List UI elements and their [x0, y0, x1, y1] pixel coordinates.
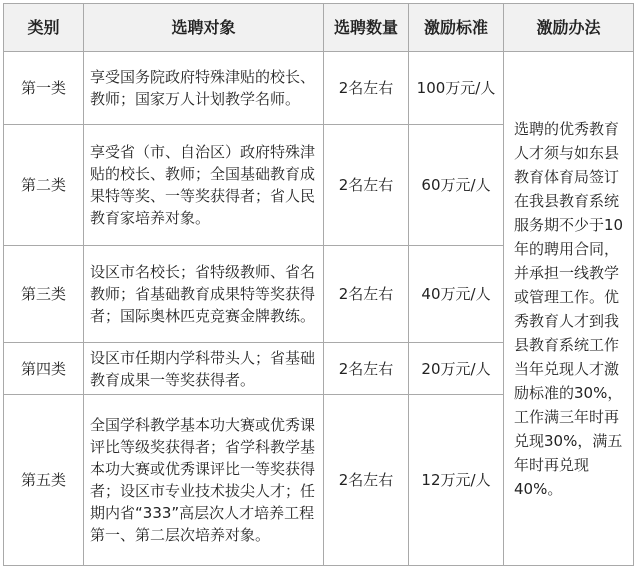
- table-row: [4, 52, 634, 125]
- incentive-method: 选聘的优秀教育人才须与如东县教育体育局签订在我县教育系统服务期不少于10年的聘用合同，并承担一线教学或管理工作。优秀教育人才到我县教育系统工作当年兑现人才激励标准的30%，工作满三年时再兑现30%，满五年时再兑现40%。: [504, 52, 634, 566]
- row-category: 第二类: [4, 125, 84, 246]
- row-target: 设区市任期内学科带头人；省基础教育成果一等奖获得者。: [84, 343, 324, 395]
- row-target: 享受国务院政府特殊津贴的校长、教师；国家万人计划教学名师。: [84, 52, 324, 125]
- row-amount: 40万元/人: [409, 246, 504, 343]
- row-count: 2名左右: [324, 395, 409, 566]
- header-standard: 激励标准: [409, 4, 504, 52]
- row-count: 2名左右: [324, 246, 409, 343]
- row-target: 设区市名校长；省特级教师、省名教师；省基础教育成果特等奖获得者；国际奥林匹克竞赛金牌教练。: [84, 246, 324, 343]
- row-amount: 60万元/人: [409, 125, 504, 246]
- row-category: 第三类: [4, 246, 84, 343]
- row-category: 第五类: [4, 395, 84, 566]
- row-category: 第一类: [4, 52, 84, 125]
- row-count: 2名左右: [324, 125, 409, 246]
- header-row: [4, 4, 634, 52]
- header-category: 类别: [4, 4, 84, 52]
- header-target: 选聘对象: [84, 4, 324, 52]
- row-amount: 20万元/人: [409, 343, 504, 395]
- header-method: 激励办法: [504, 4, 634, 52]
- row-amount: 100万元/人: [409, 52, 504, 125]
- row-amount: 12万元/人: [409, 395, 504, 566]
- row-target: 享受省（市、自治区）政府特殊津贴的校长、教师；全国基础教育成果特等奖、一等奖获得者；省人民教育家培养对象。: [84, 125, 324, 246]
- header-count: 选聘数量: [324, 4, 409, 52]
- incentive-table: [3, 3, 634, 566]
- row-count: 2名左右: [324, 52, 409, 125]
- row-target: 全国学科教学基本功大赛或优秀课评比等级奖获得者；省学科教学基本功大赛或优秀课评比一等奖获得者；设区市专业技术拔尖人才；任期内省“333”高层次人才培养工程第一、第二层次培养对象。: [84, 395, 324, 566]
- row-count: 2名左右: [324, 343, 409, 395]
- row-category: 第四类: [4, 343, 84, 395]
